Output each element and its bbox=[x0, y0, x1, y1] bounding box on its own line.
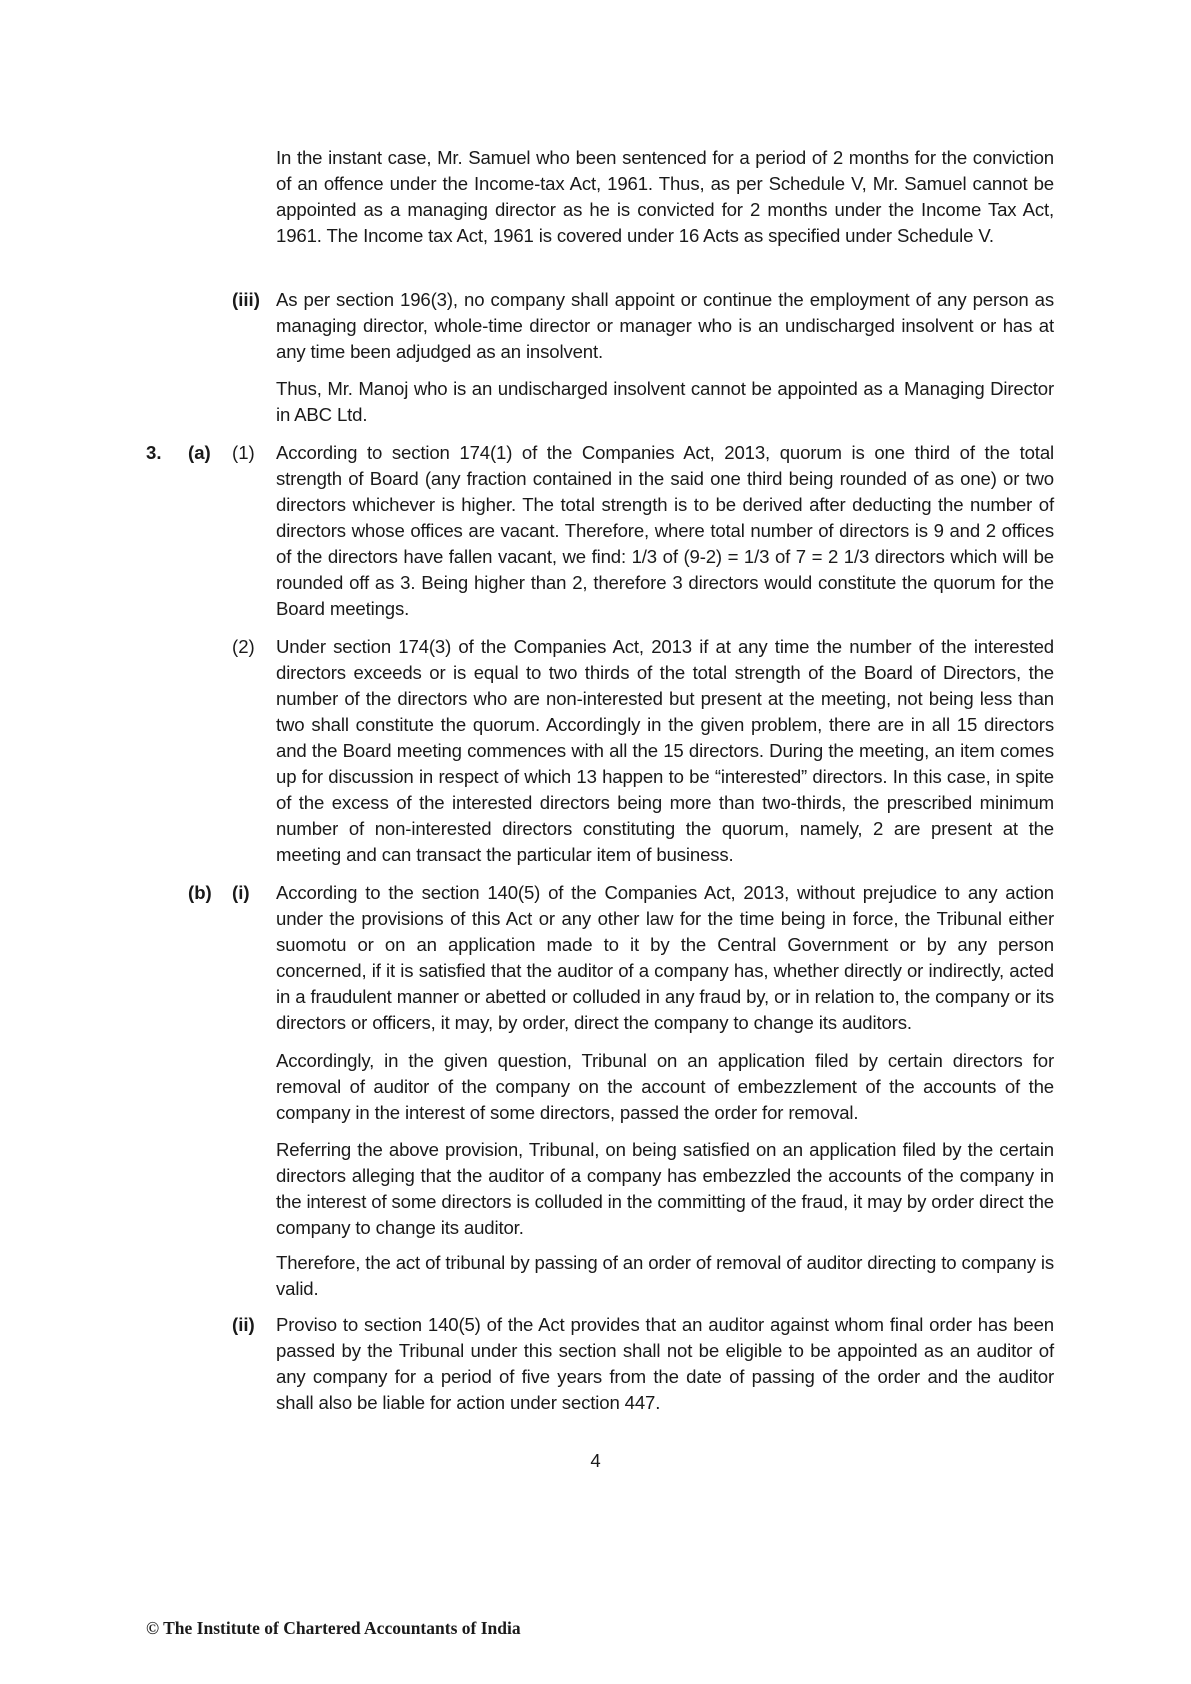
part-marker-a: (a) bbox=[188, 442, 211, 463]
paragraph-section-140-5: According to the section 140(5) of the Companies Act, 2013, without prejudice to any action under the provisions of this Act or any other law for the time being in force, the Tribunal either suomotu or on an application made to it by the Central Government or by any person concerned, if it is satisfied that the auditor of a company has, whether directly or indirectly, acted in a fraudulent manner or abetted or colluded in any fraud by, or in relation to, the company or its directors or officers, it may, by order, direct the company to change its auditors. bbox=[276, 882, 1054, 1033]
paragraph-proviso-140-5: Proviso to section 140(5) of the Act provides that an auditor against whom final order has been passed by the Tribunal under this section shall not be eligible to be appointed as an auditor of any company for a period of five years from the date of passing of the order and the auditor shall also be liable for action under section 447. bbox=[276, 1314, 1054, 1413]
paragraph-order-valid: Therefore, the act of tribunal by passing of an order of removal of auditor directing to company is valid. bbox=[276, 1252, 1054, 1299]
paragraph-section-174-3: Under section 174(3) of the Companies Act, 2013 if at any time the number of the interested directors exceeds or is equal to two thirds of the total strength of the Board of Directors, the number of the directors who are non-interested but present at the meeting, not being less than two shall constitute the quorum. Accordingly in the given problem, there are in all 15 directors and the Board meeting commences with all the 15 directors. During the meeting, an item comes up for discussion in respect of which 13 happen to be “interested” directors. In this case, in spite of the excess of the interested directors being more than two-thirds, the prescribed minimum number of non-interested directors constituting the quorum, namely, 2 are present at the meeting and can transact the particular item of business. bbox=[276, 636, 1054, 865]
paragraph-samuel-conviction: In the instant case, Mr. Samuel who been sentenced for a period of 2 months for the conviction of an offence under the Income-tax Act, 1961. Thus, as per Schedule V, Mr. Samuel cannot be appointed as a managing director as he is convicted for 2 months under the Income Tax Act, 1961. The Income tax Act, 1961 is covered under 16 Acts as specified under Schedule V. bbox=[276, 147, 1054, 246]
paragraph-section-196-3: As per section 196(3), no company shall appoint or continue the employment of any person as managing director, whole-time director or manager who is an undischarged insolvent or has at any time been adjudged as an insolvent. bbox=[276, 289, 1054, 362]
paragraph-tribunal-application: Accordingly, in the given question, Tribunal on an application filed by certain directors for removal of auditor of the company on the account of embezzlement of the accounts of the company in the interest of some directors, passed the order for removal. bbox=[276, 1050, 1054, 1123]
part-marker-b: (b) bbox=[188, 882, 212, 903]
paragraph-tribunal-satisfied: Referring the above provision, Tribunal, on being satisfied on an application filed by the certain directors alleging that the auditor of a company has embezzled the accounts of the company in the interest of some directors is colluded in the committing of the fraud, it may by order direct the company to change its auditor. bbox=[276, 1139, 1054, 1238]
item-marker-iii: (iii) bbox=[232, 289, 260, 310]
paragraph-manoj-insolvent: Thus, Mr. Manoj who is an undischarged insolvent cannot be appointed as a Managing Director in ABC Ltd. bbox=[276, 378, 1054, 425]
sub-marker-2: (2) bbox=[232, 636, 255, 657]
page-number: 4 bbox=[590, 1450, 601, 1471]
sub-marker-1: (1) bbox=[232, 442, 255, 463]
paragraph-section-174-1: According to section 174(1) of the Companies Act, 2013, quorum is one third of the total strength of Board (any fraction contained in the said one third being rounded of as one) or two directors whichever is higher. The total strength is to be derived after deducting the number of directors whose offices are vacant. Therefore, where total number of directors is 9 and 2 offices of the directors have fallen vacant, we find: 1/3 of (9-2) = 1/3 of 7 = 2 1/3 directors which will be rounded off as 3. Being higher than 2, therefore 3 directors would constitute the quorum for the Board meetings. bbox=[276, 442, 1054, 619]
question-number-3: 3. bbox=[146, 442, 162, 463]
sub-marker-ii: (ii) bbox=[232, 1314, 255, 1335]
sub-marker-i: (i) bbox=[232, 882, 250, 903]
footer-copyright: © The Institute of Chartered Accountants of India bbox=[146, 1618, 521, 1638]
